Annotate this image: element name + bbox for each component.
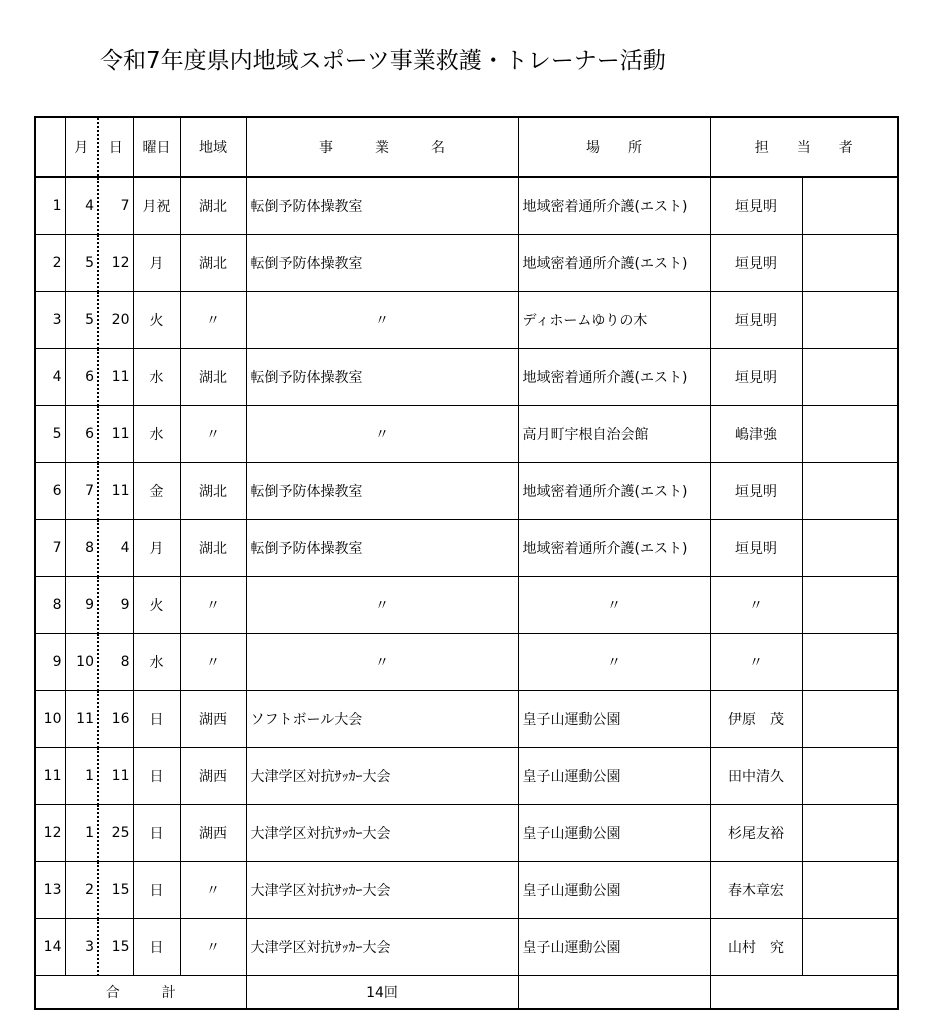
table-row	[35, 805, 898, 862]
cell-no: 14	[35, 919, 65, 976]
cell-event: 転倒予防体操教室	[246, 520, 518, 577]
cell-staff: 〃	[710, 634, 802, 691]
cell-no: 2	[35, 235, 65, 292]
cell-day: 11	[98, 748, 133, 805]
cell-blank	[802, 805, 898, 862]
cell-place: ディホームゆりの木	[518, 292, 710, 349]
cell-no: 7	[35, 520, 65, 577]
cell-weekday: 月祝	[133, 177, 180, 235]
total-value: 14回	[246, 976, 518, 1010]
header-no	[35, 117, 65, 177]
cell-region: 湖北	[180, 235, 246, 292]
cell-event: 転倒予防体操教室	[246, 177, 518, 235]
cell-no: 13	[35, 862, 65, 919]
cell-month: 6	[65, 349, 98, 406]
cell-no: 4	[35, 349, 65, 406]
table-row	[35, 862, 898, 919]
cell-place: 地域密着通所介護(エスト)	[518, 235, 710, 292]
cell-place: 皇子山運動公園	[518, 919, 710, 976]
cell-month: 1	[65, 805, 98, 862]
cell-staff: 山村 究	[710, 919, 802, 976]
cell-place: 地域密着通所介護(エスト)	[518, 349, 710, 406]
cell-event: 大津学区対抗ｻｯｶｰ大会	[246, 805, 518, 862]
cell-day: 9	[98, 577, 133, 634]
cell-blank	[802, 748, 898, 805]
cell-region: 湖北	[180, 177, 246, 235]
cell-place: 〃	[518, 577, 710, 634]
cell-month: 3	[65, 919, 98, 976]
cell-event: 〃	[246, 577, 518, 634]
cell-place: 皇子山運動公園	[518, 862, 710, 919]
cell-day: 11	[98, 406, 133, 463]
cell-event: 大津学区対抗ｻｯｶｰ大会	[246, 748, 518, 805]
cell-blank	[802, 691, 898, 748]
total-empty-staff	[710, 976, 898, 1010]
cell-place: 皇子山運動公園	[518, 805, 710, 862]
cell-place: 地域密着通所介護(エスト)	[518, 520, 710, 577]
table-row	[35, 919, 898, 976]
cell-place: 地域密着通所介護(エスト)	[518, 463, 710, 520]
cell-weekday: 月	[133, 235, 180, 292]
cell-weekday: 月	[133, 520, 180, 577]
cell-no: 3	[35, 292, 65, 349]
header-weekday: 曜日	[133, 117, 180, 177]
cell-blank	[802, 406, 898, 463]
cell-weekday: 日	[133, 919, 180, 976]
cell-day: 4	[98, 520, 133, 577]
cell-day: 20	[98, 292, 133, 349]
cell-day: 12	[98, 235, 133, 292]
cell-no: 11	[35, 748, 65, 805]
cell-day: 25	[98, 805, 133, 862]
table-row	[35, 349, 898, 406]
cell-event: 大津学区対抗ｻｯｶｰ大会	[246, 919, 518, 976]
cell-blank	[802, 177, 898, 235]
cell-event: 〃	[246, 634, 518, 691]
page-title: 令和7年度県内地域スポーツ事業救護・トレーナー活動	[100, 48, 666, 74]
cell-month: 4	[65, 177, 98, 235]
total-row	[35, 976, 898, 1010]
cell-region: 〃	[180, 406, 246, 463]
cell-no: 9	[35, 634, 65, 691]
cell-weekday: 水	[133, 349, 180, 406]
table-row	[35, 748, 898, 805]
cell-weekday: 日	[133, 691, 180, 748]
cell-staff: 垣見明	[710, 463, 802, 520]
cell-weekday: 水	[133, 406, 180, 463]
cell-month: 8	[65, 520, 98, 577]
cell-blank	[802, 520, 898, 577]
cell-month: 11	[65, 691, 98, 748]
cell-day: 7	[98, 177, 133, 235]
cell-no: 1	[35, 177, 65, 235]
cell-staff: 春木章宏	[710, 862, 802, 919]
cell-place: 皇子山運動公園	[518, 691, 710, 748]
cell-blank	[802, 577, 898, 634]
cell-event: 転倒予防体操教室	[246, 463, 518, 520]
cell-day: 15	[98, 862, 133, 919]
cell-blank	[802, 349, 898, 406]
cell-event: 転倒予防体操教室	[246, 349, 518, 406]
cell-blank	[802, 862, 898, 919]
cell-place: 〃	[518, 634, 710, 691]
cell-weekday: 火	[133, 577, 180, 634]
cell-region: 〃	[180, 919, 246, 976]
cell-event: 大津学区対抗ｻｯｶｰ大会	[246, 862, 518, 919]
cell-month: 7	[65, 463, 98, 520]
cell-day: 11	[98, 349, 133, 406]
cell-staff: 垣見明	[710, 292, 802, 349]
cell-month: 6	[65, 406, 98, 463]
cell-weekday: 日	[133, 862, 180, 919]
cell-no: 5	[35, 406, 65, 463]
cell-day: 11	[98, 463, 133, 520]
cell-month: 9	[65, 577, 98, 634]
cell-weekday: 金	[133, 463, 180, 520]
cell-region: 湖北	[180, 349, 246, 406]
cell-region: 〃	[180, 577, 246, 634]
table-row	[35, 520, 898, 577]
table-row	[35, 634, 898, 691]
table-row	[35, 463, 898, 520]
cell-weekday: 火	[133, 292, 180, 349]
cell-month: 2	[65, 862, 98, 919]
cell-event: 〃	[246, 406, 518, 463]
cell-day: 16	[98, 691, 133, 748]
cell-region: 湖北	[180, 463, 246, 520]
cell-blank	[802, 463, 898, 520]
cell-event: ソフトボール大会	[246, 691, 518, 748]
cell-region: 〃	[180, 292, 246, 349]
cell-region: 湖西	[180, 805, 246, 862]
table-row	[35, 235, 898, 292]
cell-region: 〃	[180, 862, 246, 919]
cell-place: 高月町宇根自治会館	[518, 406, 710, 463]
table-row	[35, 691, 898, 748]
cell-month: 1	[65, 748, 98, 805]
activity-table	[34, 116, 899, 1010]
cell-blank	[802, 235, 898, 292]
cell-staff: 伊原 茂	[710, 691, 802, 748]
cell-event: 転倒予防体操教室	[246, 235, 518, 292]
header-row	[35, 117, 898, 177]
cell-staff: 〃	[710, 577, 802, 634]
header-event: 事 業 名	[246, 117, 518, 177]
cell-weekday: 水	[133, 634, 180, 691]
total-label: 合 計	[35, 976, 246, 1010]
cell-blank	[802, 919, 898, 976]
header-staff: 担 当 者	[710, 117, 898, 177]
header-day: 日	[98, 117, 133, 177]
cell-staff: 杉尾友裕	[710, 805, 802, 862]
cell-month: 5	[65, 292, 98, 349]
cell-staff: 垣見明	[710, 235, 802, 292]
cell-region: 湖北	[180, 520, 246, 577]
cell-staff: 垣見明	[710, 349, 802, 406]
cell-no: 12	[35, 805, 65, 862]
table-row	[35, 406, 898, 463]
cell-day: 8	[98, 634, 133, 691]
cell-weekday: 日	[133, 805, 180, 862]
cell-month: 5	[65, 235, 98, 292]
cell-staff: 垣見明	[710, 177, 802, 235]
header-place: 場 所	[518, 117, 710, 177]
cell-region: 湖西	[180, 748, 246, 805]
cell-weekday: 日	[133, 748, 180, 805]
cell-staff: 嶋津強	[710, 406, 802, 463]
cell-staff: 田中清久	[710, 748, 802, 805]
table-row	[35, 577, 898, 634]
header-region: 地域	[180, 117, 246, 177]
cell-day: 15	[98, 919, 133, 976]
table-row	[35, 177, 898, 235]
cell-no: 10	[35, 691, 65, 748]
cell-no: 8	[35, 577, 65, 634]
cell-month: 10	[65, 634, 98, 691]
header-month: 月	[65, 117, 98, 177]
total-empty-place	[518, 976, 710, 1010]
cell-no: 6	[35, 463, 65, 520]
cell-blank	[802, 292, 898, 349]
cell-blank	[802, 634, 898, 691]
table-row	[35, 292, 898, 349]
cell-region: 〃	[180, 634, 246, 691]
cell-staff: 垣見明	[710, 520, 802, 577]
cell-event: 〃	[246, 292, 518, 349]
cell-place: 地域密着通所介護(エスト)	[518, 177, 710, 235]
cell-place: 皇子山運動公園	[518, 748, 710, 805]
cell-region: 湖西	[180, 691, 246, 748]
